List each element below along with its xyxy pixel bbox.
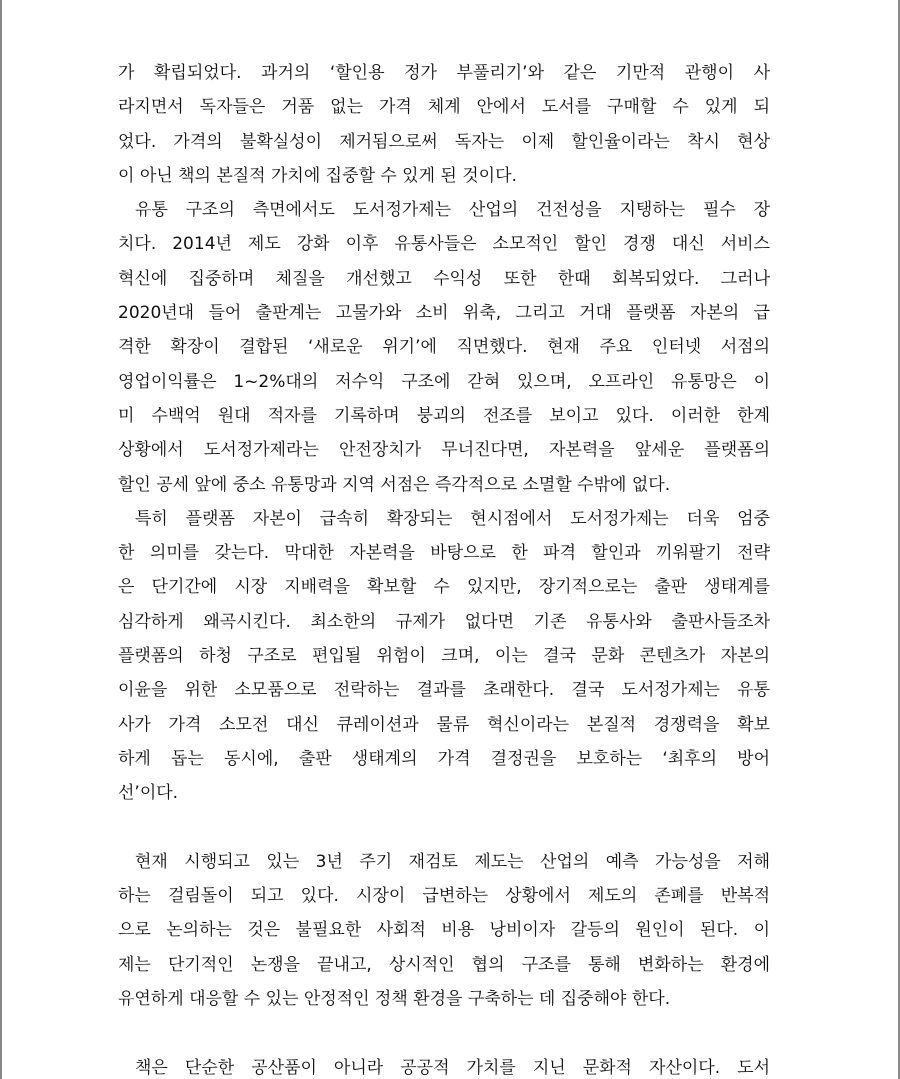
text-line: 선’이다. <box>118 783 179 804</box>
text-line: 미 수백억 원대 적자를 기록하며 붕괴의 전조를 보이고 있다. 이러한 한계 <box>118 405 770 426</box>
text-line: 었다. 가격의 불확실성이 제거됨으로써 독자는 이제 할인율이라는 착시 현상 <box>118 131 770 152</box>
text-line: 치다. 2014년 제도 강화 이후 유통사들은 소모적인 할인 경쟁 대신 서비스 <box>118 234 770 255</box>
text-line: 플랫폼의 하청 구조로 편입될 위험이 크며, 이는 결국 문화 콘텐츠가 자본의 <box>118 646 770 667</box>
text-line: 라지면서 독자들은 거품 없는 가격 체계 안에서 도서를 구매할 수 있게 되 <box>118 97 770 118</box>
text-line: 은 단기간에 시장 지배력을 확보할 수 있지만, 장기적으로는 출판 생태계를 <box>118 577 770 598</box>
text-line: 심각하게 왜곡시킨다. 최소한의 규제가 없다면 기존 유통사와 출판사들조차 <box>118 611 770 632</box>
paragraph-gap <box>118 1016 770 1050</box>
document-body <box>118 56 770 1079</box>
text-line: 이윤을 위한 소모품으로 전락하는 결과를 초래한다. 결국 도서정가제는 유통 <box>118 680 770 701</box>
text-line: 혁신에 집중하며 체질을 개선했고 수익성 또한 한때 회복되었다. 그러나 <box>118 268 770 289</box>
text-line: 격한 확장이 결합된 ‘새로운 위기’에 직면했다. 현재 주요 인터넷 서점의 <box>118 337 770 358</box>
paragraph-first-line: 특히 플랫폼 자본이 급속히 확장되는 현시점에서 도서정가제는 더욱 엄중 <box>135 508 770 529</box>
paragraph-gap <box>118 811 770 845</box>
text-line: 영업이익률은 1~2%대의 저수익 구조에 갇혀 있으며, 오프라인 유통망은 이 <box>118 371 770 392</box>
paragraph-first-line: 현재 시행되고 있는 3년 주기 재검토 제도는 산업의 예측 가능성을 저해 <box>135 851 770 872</box>
text-line: 유연하게 대응할 수 있는 안정적인 정책 환경을 구축하는 데 집중해야 한다. <box>118 989 671 1010</box>
text-line: 상황에서 도서정가제라는 안전장치가 무너진다면, 자본력을 앞세운 플랫폼의 <box>118 440 770 461</box>
text-line: 할인 공세 앞에 중소 유통망과 지역 서점은 즉각적으로 소멸할 수밖에 없다. <box>118 474 671 495</box>
paragraph-first-line: 유통 구조의 측면에서도 도서정가제는 산업의 건전성을 지탱하는 필수 장 <box>135 200 770 221</box>
paragraph-first-line: 책은 단순한 공산품이 아니라 공공적 가치를 지닌 문화적 자산이다. 도서 <box>135 1057 770 1078</box>
text-line: 한 의미를 갖는다. 막대한 자본력을 바탕으로 한 파격 할인과 끼워팔기 전략 <box>118 543 770 564</box>
text-line: 으로 논의하는 것은 불필요한 사회적 비용 낭비이자 갈등의 원인이 된다. 이 <box>118 920 770 941</box>
text-line: 가 확립되었다. 과거의 ‘할인용 정가 부풀리기’와 같은 기만적 관행이 사 <box>118 63 770 83</box>
text-line: 하는 걸림돌이 되고 있다. 시장이 급변하는 상황에서 제도의 존폐를 반복적 <box>118 886 770 907</box>
text-line: 이 아닌 책의 본질적 가치에 집중할 수 있게 된 것이다. <box>118 165 517 186</box>
text-line: 하게 돕는 동시에, 출판 생태계의 가격 결정권을 보호하는 ‘최후의 방어 <box>118 748 770 769</box>
text-line: 2020년대 들어 출판계는 고물가와 소비 위축, 그리고 거대 플랫폼 자본의 급 <box>118 303 770 324</box>
text-line: 사가 가격 소모전 대신 큐레이션과 물류 혁신이라는 본질적 경쟁력을 확보 <box>118 714 770 735</box>
text-line: 제는 단기적인 논쟁을 끝내고, 상시적인 협의 구조를 통해 변화하는 환경에 <box>118 954 770 975</box>
